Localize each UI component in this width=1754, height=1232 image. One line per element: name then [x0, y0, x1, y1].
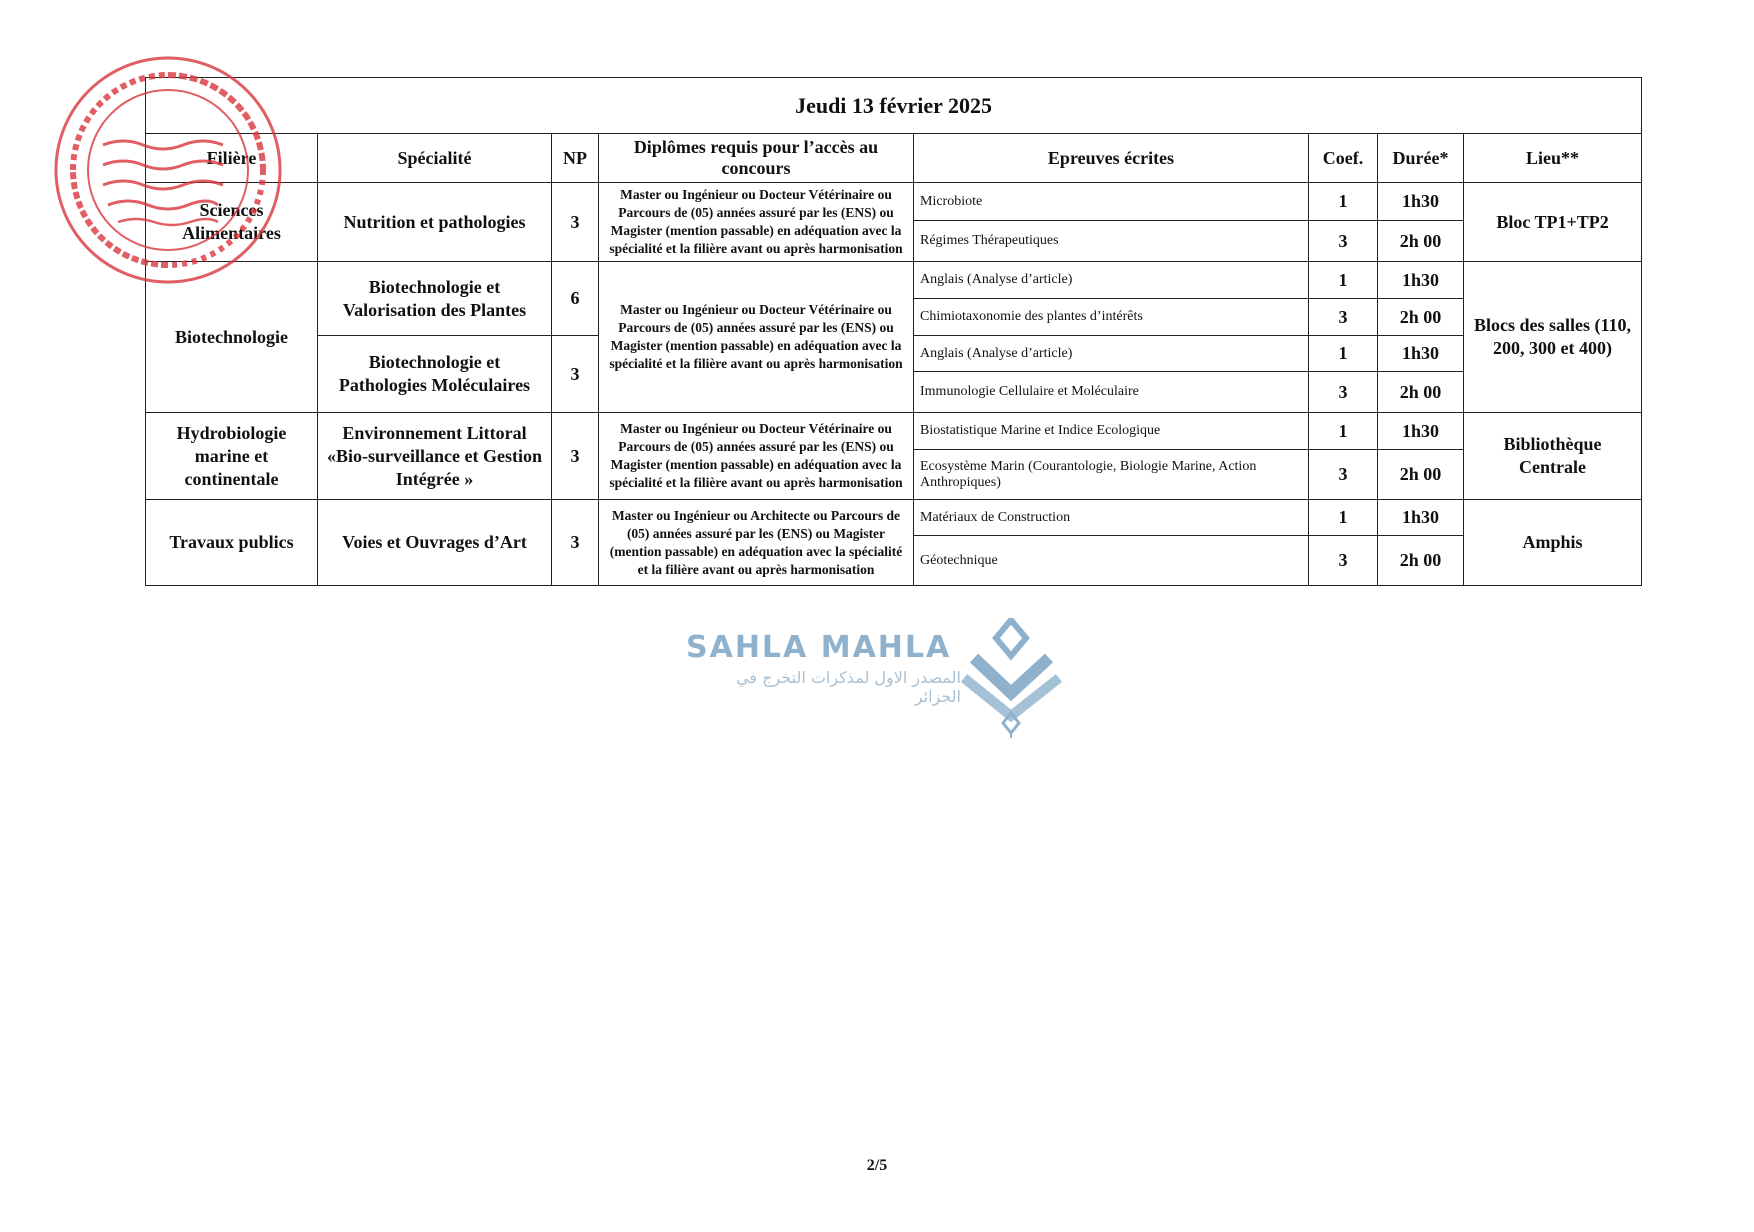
np-cell: 3 — [552, 183, 599, 262]
epreuve-cell: Immunologie Cellulaire et Moléculaire — [914, 372, 1309, 413]
table-row — [146, 500, 1642, 536]
duree-cell: 2h 00 — [1378, 372, 1464, 413]
specialite-cell: Nutrition et pathologies — [318, 183, 552, 262]
lieu-cell: Bibliothèque Centrale — [1464, 413, 1642, 500]
lieu-cell: Amphis — [1464, 500, 1642, 586]
coef-cell: 1 — [1309, 500, 1378, 536]
np-cell: 3 — [552, 413, 599, 500]
watermark-tagline: المصدر الاول لمذكرات التخرج في الجزائر — [736, 668, 961, 706]
watermark-brand: SAHLA MAHLA — [686, 630, 952, 665]
duree-cell: 2h 00 — [1378, 450, 1464, 500]
epreuve-cell: Ecosystème Marin (Courantologie, Biologie Marine, Action Anthropiques) — [914, 450, 1309, 500]
duree-cell: 1h30 — [1378, 183, 1464, 221]
epreuve-cell: Régimes Thérapeutiques — [914, 221, 1309, 262]
duree-cell: 1h30 — [1378, 413, 1464, 450]
table-row — [146, 262, 1642, 299]
table-row — [146, 413, 1642, 450]
coef-cell: 3 — [1309, 536, 1378, 586]
duree-cell: 1h30 — [1378, 500, 1464, 536]
diplomes-cell: Master ou Ingénieur ou Docteur Vétérinaire ou Parcours de (05) années assuré par les (ENS) ou Magister (mention passable) en adéquation avec la spécialité et la filière avant ou après harmonisation — [599, 413, 914, 500]
exam-schedule-table — [145, 77, 1642, 586]
lieu-cell: Bloc TP1+TP2 — [1464, 183, 1642, 262]
col-header-diplomes: Diplômes requis pour l’accès au concours — [599, 134, 914, 183]
specialite-cell: Biotechnologie et Valorisation des Plantes — [318, 262, 552, 336]
diplomes-cell: Master ou Ingénieur ou Docteur Vétérinaire ou Parcours de (05) années assuré par les (ENS) ou Magister (mention passable) en adéquation avec la spécialité et la filière avant ou après harmonisation — [599, 262, 914, 413]
np-cell: 6 — [552, 262, 599, 336]
page-number: 2/5 — [866, 1157, 888, 1174]
header-row — [146, 134, 1642, 183]
coef-cell: 3 — [1309, 450, 1378, 500]
col-header-duree: Durée* — [1378, 134, 1464, 183]
col-header-np: NP — [552, 134, 599, 183]
table-row — [146, 183, 1642, 221]
page-title: Jeudi 13 février 2025 — [146, 78, 1642, 134]
coef-cell: 1 — [1309, 413, 1378, 450]
diplomes-cell: Master ou Ingénieur ou Docteur Vétérinaire ou Parcours de (05) années assuré par les (ENS) ou Magister (mention passable) en adéquation avec la spécialité et la filière avant ou après harmonisation — [599, 183, 914, 262]
duree-cell: 1h30 — [1378, 262, 1464, 299]
epreuve-cell: Biostatistique Marine et Indice Ecologique — [914, 413, 1309, 450]
diplomes-cell: Master ou Ingénieur ou Architecte ou Parcours de (05) années assuré par les (ENS) ou Magister (mention passable) en adéquation avec la spécialité et la filière avant ou après harmonisation — [599, 500, 914, 586]
col-header-specialite: Spécialité — [318, 134, 552, 183]
col-header-lieu: Lieu** — [1464, 134, 1642, 183]
epreuve-cell: Géotechnique — [914, 536, 1309, 586]
coef-cell: 1 — [1309, 336, 1378, 372]
coef-cell: 1 — [1309, 183, 1378, 221]
np-cell: 3 — [552, 336, 599, 413]
coef-cell: 3 — [1309, 372, 1378, 413]
coef-cell: 1 — [1309, 262, 1378, 299]
duree-cell: 2h 00 — [1378, 221, 1464, 262]
specialite-cell: Environnement Littoral «Bio-surveillance et Gestion Intégrée » — [318, 413, 552, 500]
specialite-cell: Voies et Ouvrages d’Art — [318, 500, 552, 586]
epreuve-cell: Microbiote — [914, 183, 1309, 221]
epreuve-cell: Chimiotaxonomie des plantes d’intérêts — [914, 299, 1309, 336]
coef-cell: 3 — [1309, 299, 1378, 336]
col-header-filiere: Filière — [146, 134, 318, 183]
coef-cell: 3 — [1309, 221, 1378, 262]
epreuve-cell: Anglais (Analyse d’article) — [914, 262, 1309, 299]
filiere-cell: Travaux publics — [146, 500, 318, 586]
filiere-cell: Biotechnologie — [146, 262, 318, 413]
np-cell: 3 — [552, 500, 599, 586]
epreuve-cell: Matériaux de Construction — [914, 500, 1309, 536]
col-header-coef: Coef. — [1309, 134, 1378, 183]
duree-cell: 2h 00 — [1378, 299, 1464, 336]
watermark — [686, 618, 1086, 738]
filiere-cell: Sciences Alimentaires — [146, 183, 318, 262]
watermark-logo-icon — [954, 618, 1069, 738]
filiere-cell: Hydrobiologie marine et continentale — [146, 413, 318, 500]
specialite-cell: Biotechnologie et Pathologies Moléculaires — [318, 336, 552, 413]
duree-cell: 1h30 — [1378, 336, 1464, 372]
col-header-epreuves: Epreuves écrites — [914, 134, 1309, 183]
epreuve-cell: Anglais (Analyse d’article) — [914, 336, 1309, 372]
duree-cell: 2h 00 — [1378, 536, 1464, 586]
lieu-cell: Blocs des salles (110, 200, 300 et 400) — [1464, 262, 1642, 413]
